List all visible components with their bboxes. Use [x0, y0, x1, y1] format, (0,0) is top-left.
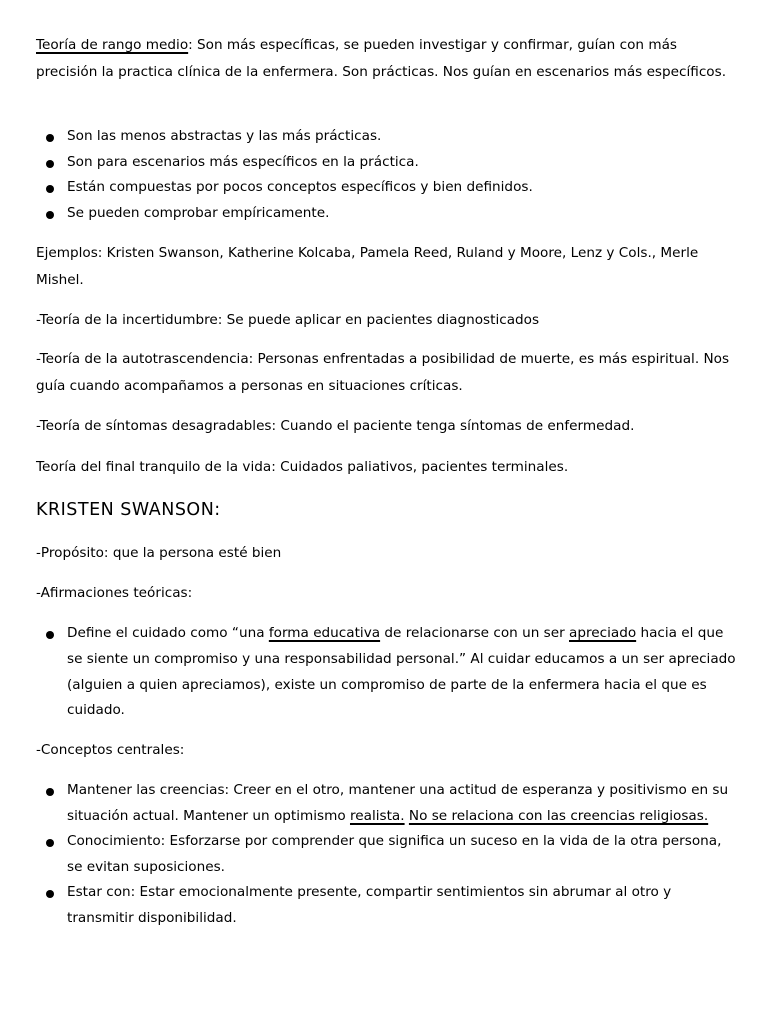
list-item: Mantener las creencias: Creer en el otro, mantener una actitud de esperanza y positivismo en su situación actual. Mantener un optimismo realista. No se relaciona con las creencias religiosas.: [36, 778, 736, 829]
characteristics-list: [36, 124, 736, 226]
theory-incertidumbre: -Teoría de la incertidumbre: Se puede aplicar en pacientes diagnosticados: [36, 312, 540, 328]
concepts-list: [36, 778, 736, 931]
list-item: Conocimiento: Esforzarse por comprender que significa un suceso en la vida de la otra persona, se evitan suposiciones.: [36, 829, 736, 880]
bullet-icon: [46, 160, 54, 168]
bullet-icon: [46, 631, 54, 639]
bullet-icon: [46, 211, 54, 219]
examples-paragraph: Ejemplos: Kristen Swanson, Katherine Kolcaba, Pamela Reed, Ruland y Moore, Lenz y Cols., Merle Mishel.: [36, 245, 699, 288]
list-item: Estar con: Estar emocionalmente presente, compartir sentimientos sin abrumar al otro y transmitir disponibilidad.: [36, 880, 736, 931]
list-item: Son las menos abstractas y las más prácticas.: [36, 124, 736, 150]
theory-final-tranquilo: Teoría del final tranquilo de la vida: Cuidados paliativos, pacientes terminales.: [36, 459, 569, 475]
list-item: Se pueden comprobar empíricamente.: [36, 201, 736, 227]
bullet-icon: [46, 788, 54, 796]
intro-term: Teoría de rango medio: [36, 37, 189, 53]
bullet-icon: [46, 839, 54, 847]
list-item: Son para escenarios más específicos en la práctica.: [36, 150, 736, 176]
affirmations-list: [36, 621, 736, 724]
list-item: Están compuestas por pocos conceptos específicos y bien definidos.: [36, 175, 736, 201]
theory-autotrascendencia: -Teoría de la autotrascendencia: Personas enfrentadas a posibilidad de muerte, es más espiritual. Nos guía cuando acompañamos a personas en situaciones críticas.: [36, 351, 730, 394]
intro-text: : Son más específicas, se pueden investigar y confirmar, guían con más precisión la practica clínica de la enfermera. Son prácticas. Nos guían en escenarios más específicos.: [36, 37, 727, 80]
theory-sintomas: -Teoría de síntomas desagradables: Cuando el paciente tenga síntomas de enfermedad.: [36, 418, 635, 434]
section-heading: KRISTEN SWANSON:: [36, 500, 221, 520]
bullet-icon: [46, 185, 54, 193]
affirmations-label: -Afirmaciones teóricas:: [36, 585, 193, 601]
purpose-line: -Propósito: que la persona esté bien: [36, 545, 282, 561]
intro-paragraph: [36, 32, 736, 85]
bullet-icon: [46, 890, 54, 898]
bullet-icon: [46, 134, 54, 142]
concepts-label: -Conceptos centrales:: [36, 742, 185, 758]
list-item: Define el cuidado como “una forma educativa de relacionarse con un ser apreciado hacia el que se siente un compromiso y una responsabilidad personal.” Al cuidar educamos a un ser apreciado (alguien a quien apreciamos), existe un compromiso de parte de la enfermera hacia el que es cuidado.: [36, 621, 736, 724]
